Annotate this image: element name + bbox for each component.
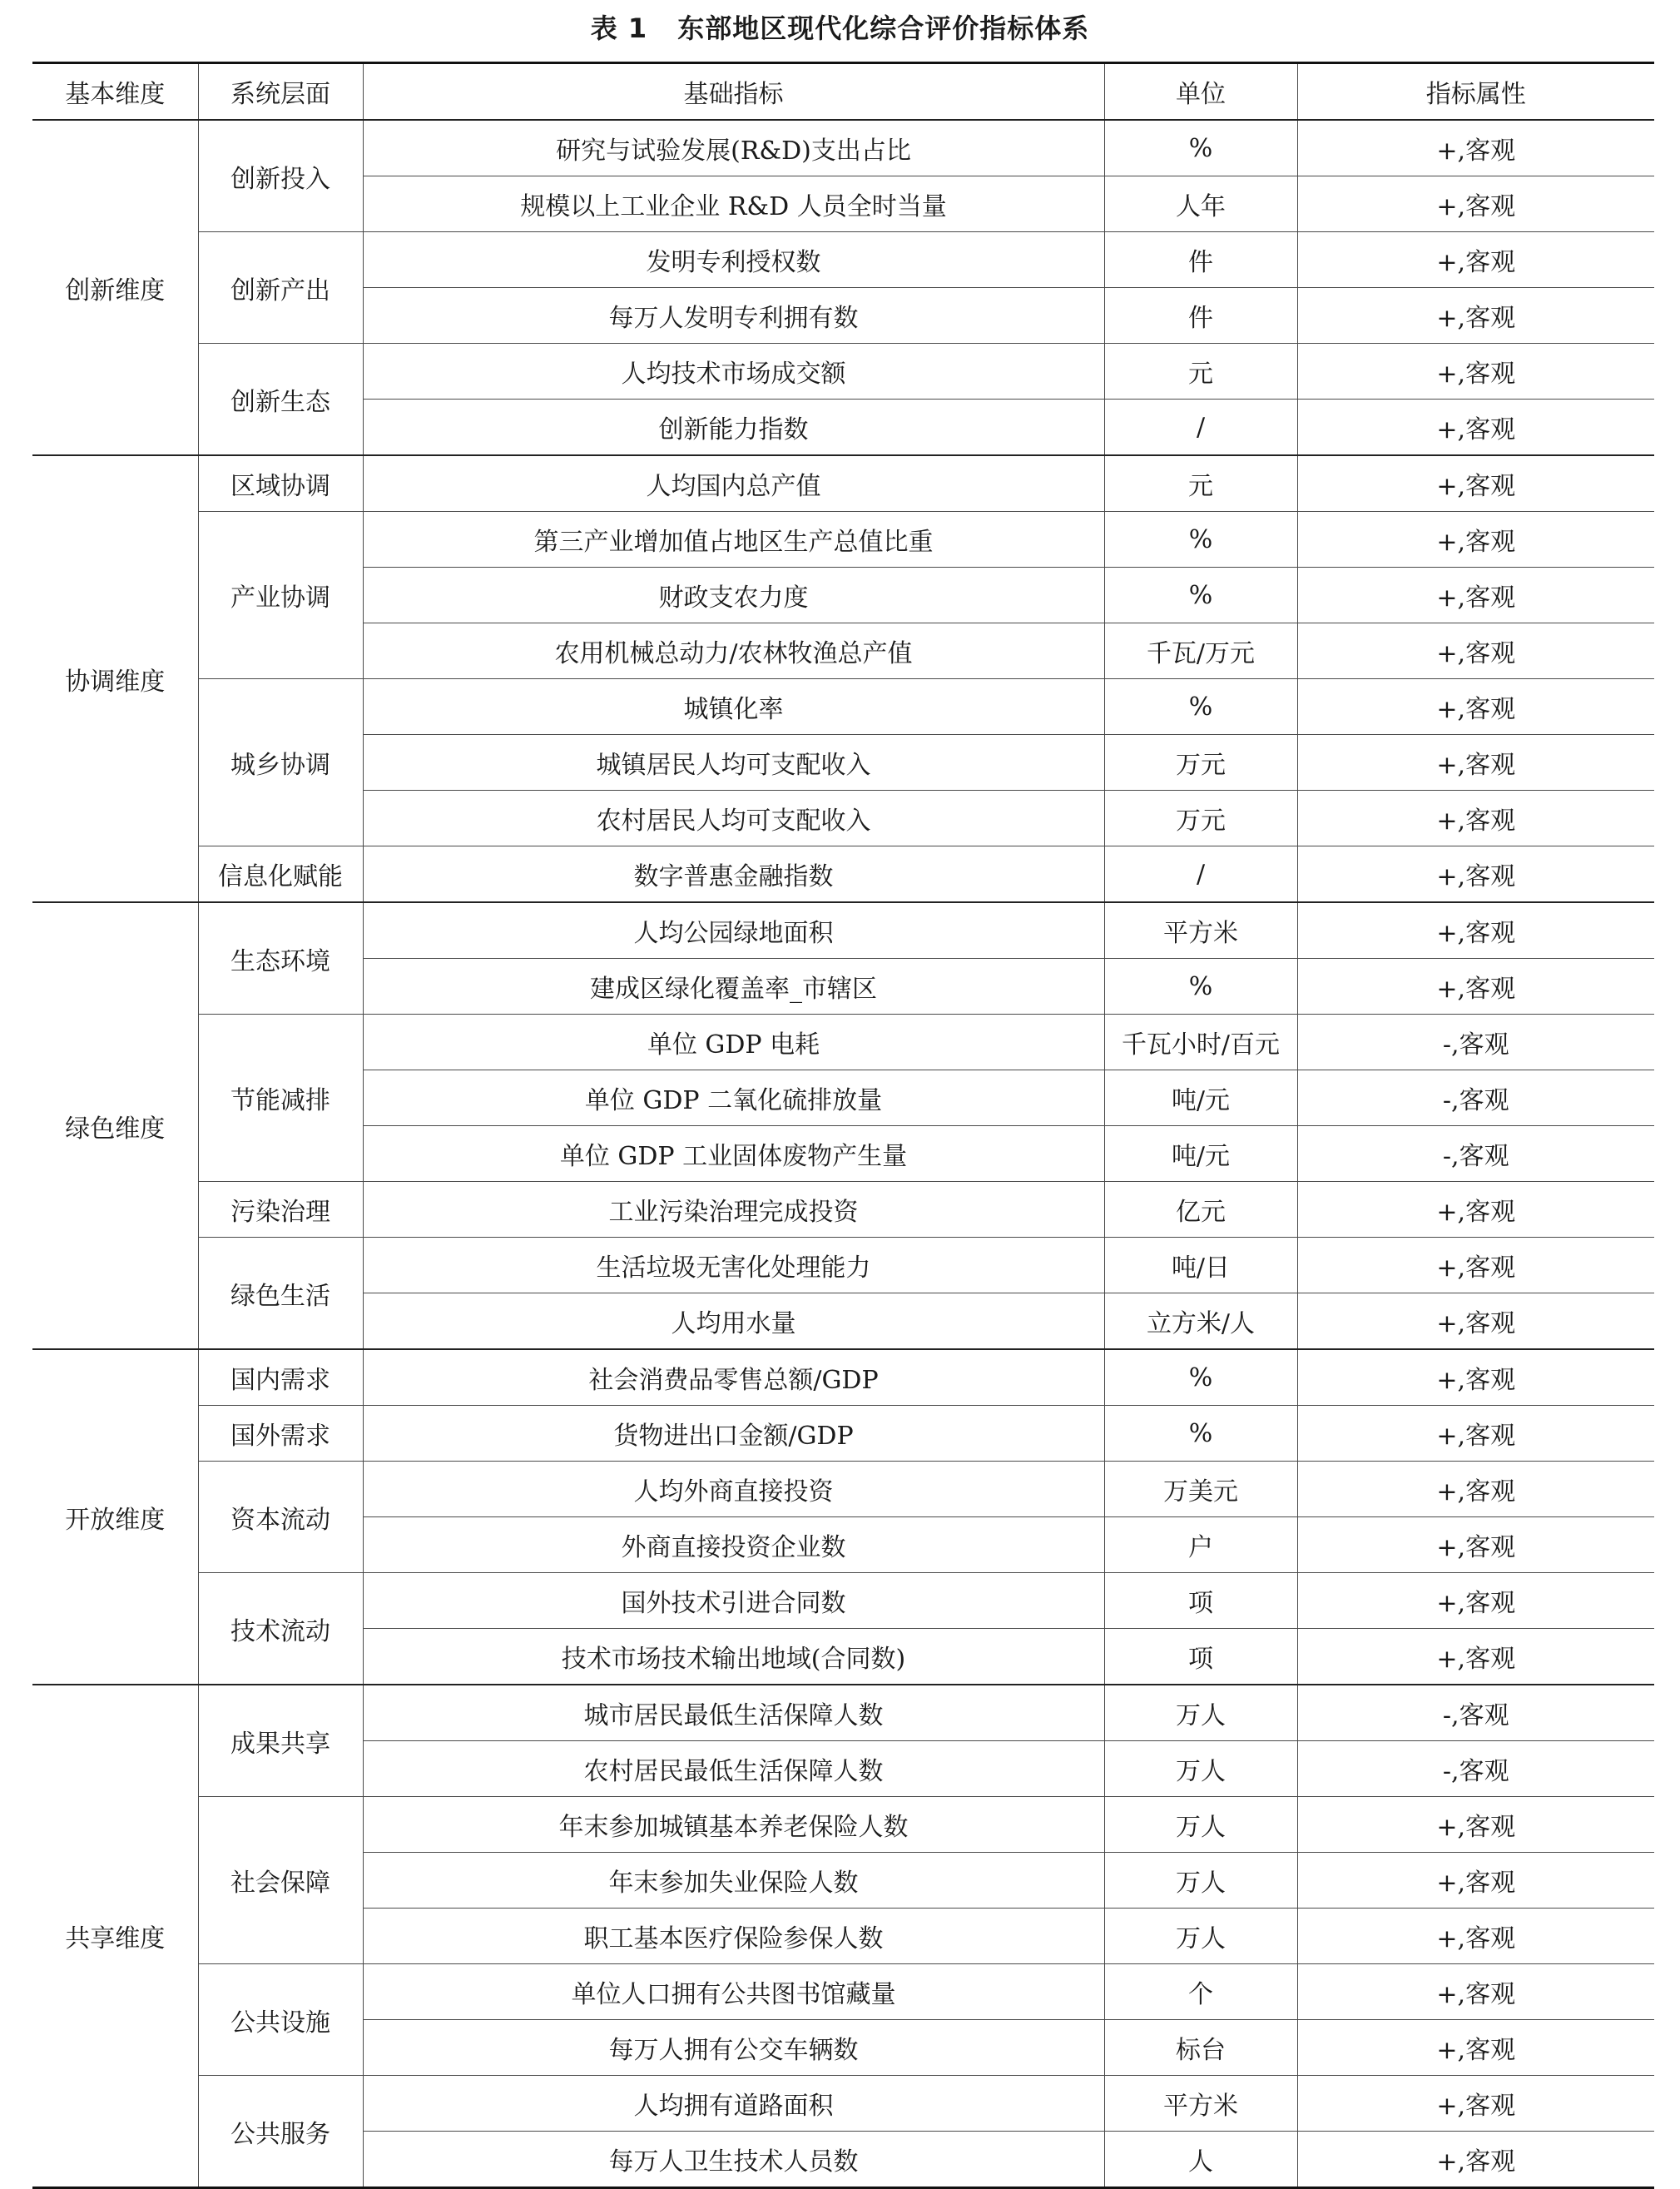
attribute-cell: +,客观	[1297, 1238, 1654, 1293]
attribute-cell: +,客观	[1297, 1853, 1654, 1909]
unit-cell: 平方米	[1104, 2076, 1297, 2132]
header-system: 系统层面	[198, 63, 363, 121]
attribute-cell: +,客观	[1297, 1406, 1654, 1462]
dimension-cell: 绿色维度	[32, 902, 198, 1349]
table-row	[32, 1238, 1654, 1293]
table-row	[32, 1406, 1654, 1462]
attribute-cell: +,客观	[1297, 959, 1654, 1015]
table-row	[32, 1462, 1654, 1517]
table-row	[32, 679, 1654, 735]
indicator-cell: 单位人口拥有公共图书馆藏量	[363, 1964, 1104, 2020]
indicator-cell: 人均拥有道路面积	[363, 2076, 1104, 2132]
indicator-cell: 每万人发明专利拥有数	[363, 288, 1104, 344]
table-row	[32, 344, 1654, 400]
table-row	[32, 1015, 1654, 1070]
attribute-cell: +,客观	[1297, 512, 1654, 568]
unit-cell: 万人	[1104, 1853, 1297, 1909]
unit-cell: 万人	[1104, 1741, 1297, 1797]
unit-cell: 平方米	[1104, 902, 1297, 959]
unit-cell: 项	[1104, 1573, 1297, 1629]
unit-cell: 户	[1104, 1517, 1297, 1573]
indicator-cell: 单位 GDP 工业固体废物产生量	[363, 1126, 1104, 1182]
unit-cell: %	[1104, 512, 1297, 568]
table-row	[32, 1182, 1654, 1238]
indicator-cell: 城市居民最低生活保障人数	[363, 1685, 1104, 1741]
attribute-cell: +,客观	[1297, 791, 1654, 846]
indicator-cell: 每万人拥有公交车辆数	[363, 2020, 1104, 2076]
indicator-table	[32, 62, 1654, 2189]
table-row	[32, 1685, 1654, 1741]
attribute-cell: +,客观	[1297, 1797, 1654, 1853]
attribute-cell: +,客观	[1297, 735, 1654, 791]
system-cell: 节能减排	[198, 1015, 363, 1182]
attribute-cell: -,客观	[1297, 1015, 1654, 1070]
table-row	[32, 1797, 1654, 1853]
table-row	[32, 2076, 1654, 2132]
table-row	[32, 512, 1654, 568]
indicator-cell: 人均外商直接投资	[363, 1462, 1104, 1517]
indicator-cell: 国外技术引进合同数	[363, 1573, 1104, 1629]
unit-cell: %	[1104, 120, 1297, 176]
unit-cell: 亿元	[1104, 1182, 1297, 1238]
system-cell: 创新产出	[198, 232, 363, 344]
dimension-cell: 创新维度	[32, 120, 198, 455]
indicator-cell: 发明专利授权数	[363, 232, 1104, 288]
indicator-cell: 货物进出口金额/GDP	[363, 1406, 1104, 1462]
system-cell: 技术流动	[198, 1573, 363, 1685]
header-attribute: 指标属性	[1297, 63, 1654, 121]
dimension-cell: 协调维度	[32, 455, 198, 902]
table-header	[32, 63, 1654, 121]
unit-cell: 万人	[1104, 1685, 1297, 1741]
indicator-cell: 生活垃圾无害化处理能力	[363, 1238, 1104, 1293]
attribute-cell: +,客观	[1297, 1462, 1654, 1517]
attribute-cell: +,客观	[1297, 2020, 1654, 2076]
table-body	[32, 120, 1654, 2188]
indicator-cell: 财政支农力度	[363, 568, 1104, 623]
system-cell: 信息化赋能	[198, 846, 363, 903]
unit-cell: /	[1104, 400, 1297, 456]
attribute-cell: -,客观	[1297, 1070, 1654, 1126]
unit-cell: 万人	[1104, 1909, 1297, 1964]
table-row	[32, 846, 1654, 903]
attribute-cell: +,客观	[1297, 1964, 1654, 2020]
table-title-text: 东部地区现代化综合评价指标体系	[677, 12, 1090, 44]
table-row	[32, 902, 1654, 959]
indicator-cell: 农用机械总动力/农林牧渔总产值	[363, 623, 1104, 679]
indicator-cell: 人均技术市场成交额	[363, 344, 1104, 400]
unit-cell: 吨/元	[1104, 1070, 1297, 1126]
indicator-cell: 创新能力指数	[363, 400, 1104, 456]
unit-cell: %	[1104, 1406, 1297, 1462]
system-cell: 成果共享	[198, 1685, 363, 1797]
header-row	[32, 63, 1654, 121]
attribute-cell: +,客观	[1297, 232, 1654, 288]
unit-cell: 项	[1104, 1629, 1297, 1685]
table-row	[32, 1573, 1654, 1629]
system-cell: 城乡协调	[198, 679, 363, 846]
table-row	[32, 455, 1654, 512]
attribute-cell: +,客观	[1297, 623, 1654, 679]
unit-cell: /	[1104, 846, 1297, 903]
system-cell: 公共服务	[198, 2076, 363, 2188]
attribute-cell: +,客观	[1297, 902, 1654, 959]
attribute-cell: +,客观	[1297, 2076, 1654, 2132]
indicator-cell: 社会消费品零售总额/GDP	[363, 1349, 1104, 1406]
table-row	[32, 120, 1654, 176]
attribute-cell: -,客观	[1297, 1126, 1654, 1182]
system-cell: 污染治理	[198, 1182, 363, 1238]
system-cell: 区域协调	[198, 455, 363, 512]
unit-cell: 万元	[1104, 791, 1297, 846]
unit-cell: 人年	[1104, 176, 1297, 232]
indicator-cell: 第三产业增加值占地区生产总值比重	[363, 512, 1104, 568]
system-cell: 生态环境	[198, 902, 363, 1015]
unit-cell: %	[1104, 679, 1297, 735]
attribute-cell: +,客观	[1297, 1629, 1654, 1685]
unit-cell: 万人	[1104, 1797, 1297, 1853]
indicator-cell: 农村居民人均可支配收入	[363, 791, 1104, 846]
system-cell: 创新投入	[198, 120, 363, 232]
system-cell: 国外需求	[198, 1406, 363, 1462]
unit-cell: 件	[1104, 232, 1297, 288]
attribute-cell: +,客观	[1297, 1293, 1654, 1350]
attribute-cell: +,客观	[1297, 120, 1654, 176]
attribute-cell: +,客观	[1297, 568, 1654, 623]
attribute-cell: +,客观	[1297, 1182, 1654, 1238]
attribute-cell: +,客观	[1297, 1349, 1654, 1406]
attribute-cell: -,客观	[1297, 1685, 1654, 1741]
unit-cell: 吨/日	[1104, 1238, 1297, 1293]
unit-cell: %	[1104, 568, 1297, 623]
unit-cell: %	[1104, 1349, 1297, 1406]
unit-cell: 立方米/人	[1104, 1293, 1297, 1350]
unit-cell: 人	[1104, 2132, 1297, 2188]
table-row	[32, 1349, 1654, 1406]
unit-cell: 万美元	[1104, 1462, 1297, 1517]
unit-cell: 元	[1104, 455, 1297, 512]
indicator-cell: 单位 GDP 二氧化硫排放量	[363, 1070, 1104, 1126]
table-title	[0, 5, 1680, 52]
indicator-cell: 单位 GDP 电耗	[363, 1015, 1104, 1070]
header-unit: 单位	[1104, 63, 1297, 121]
header-indicator: 基础指标	[363, 63, 1104, 121]
attribute-cell: +,客观	[1297, 1573, 1654, 1629]
indicator-cell: 人均公园绿地面积	[363, 902, 1104, 959]
indicator-cell: 人均用水量	[363, 1293, 1104, 1350]
header-dimension: 基本维度	[32, 63, 198, 121]
unit-cell: 千瓦小时/百元	[1104, 1015, 1297, 1070]
indicator-cell: 建成区绿化覆盖率_市辖区	[363, 959, 1104, 1015]
indicator-cell: 年末参加失业保险人数	[363, 1853, 1104, 1909]
attribute-cell: +,客观	[1297, 455, 1654, 512]
system-cell: 国内需求	[198, 1349, 363, 1406]
indicator-cell: 每万人卫生技术人员数	[363, 2132, 1104, 2188]
indicator-cell: 规模以上工业企业 R&D 人员全时当量	[363, 176, 1104, 232]
dimension-cell: 开放维度	[32, 1349, 198, 1685]
attribute-cell: +,客观	[1297, 288, 1654, 344]
indicator-cell: 数字普惠金融指数	[363, 846, 1104, 903]
table-number: 表 1	[590, 12, 648, 44]
attribute-cell: +,客观	[1297, 344, 1654, 400]
unit-cell: 元	[1104, 344, 1297, 400]
unit-cell: 个	[1104, 1964, 1297, 2020]
attribute-cell: +,客观	[1297, 176, 1654, 232]
unit-cell: 件	[1104, 288, 1297, 344]
table-row	[32, 1964, 1654, 2020]
unit-cell: %	[1104, 959, 1297, 1015]
attribute-cell: +,客观	[1297, 1909, 1654, 1964]
attribute-cell: +,客观	[1297, 846, 1654, 903]
system-cell: 绿色生活	[198, 1238, 363, 1350]
indicator-cell: 技术市场技术输出地域(合同数)	[363, 1629, 1104, 1685]
attribute-cell: +,客观	[1297, 1517, 1654, 1573]
indicator-cell: 年末参加城镇基本养老保险人数	[363, 1797, 1104, 1853]
indicator-cell: 工业污染治理完成投资	[363, 1182, 1104, 1238]
indicator-cell: 城镇居民人均可支配收入	[363, 735, 1104, 791]
unit-cell: 标台	[1104, 2020, 1297, 2076]
indicator-cell: 外商直接投资企业数	[363, 1517, 1104, 1573]
attribute-cell: +,客观	[1297, 679, 1654, 735]
system-cell: 创新生态	[198, 344, 363, 456]
indicator-cell: 人均国内总产值	[363, 455, 1104, 512]
indicator-cell: 研究与试验发展(R&D)支出占比	[363, 120, 1104, 176]
indicator-cell: 职工基本医疗保险参保人数	[363, 1909, 1104, 1964]
unit-cell: 吨/元	[1104, 1126, 1297, 1182]
system-cell: 产业协调	[198, 512, 363, 679]
unit-cell: 万元	[1104, 735, 1297, 791]
system-cell: 公共设施	[198, 1964, 363, 2076]
attribute-cell: -,客观	[1297, 1741, 1654, 1797]
system-cell: 资本流动	[198, 1462, 363, 1573]
system-cell: 社会保障	[198, 1797, 363, 1964]
unit-cell: 千瓦/万元	[1104, 623, 1297, 679]
attribute-cell: +,客观	[1297, 2132, 1654, 2188]
dimension-cell: 共享维度	[32, 1685, 198, 2188]
attribute-cell: +,客观	[1297, 400, 1654, 456]
table-row	[32, 232, 1654, 288]
indicator-cell: 城镇化率	[363, 679, 1104, 735]
indicator-cell: 农村居民最低生活保障人数	[363, 1741, 1104, 1797]
